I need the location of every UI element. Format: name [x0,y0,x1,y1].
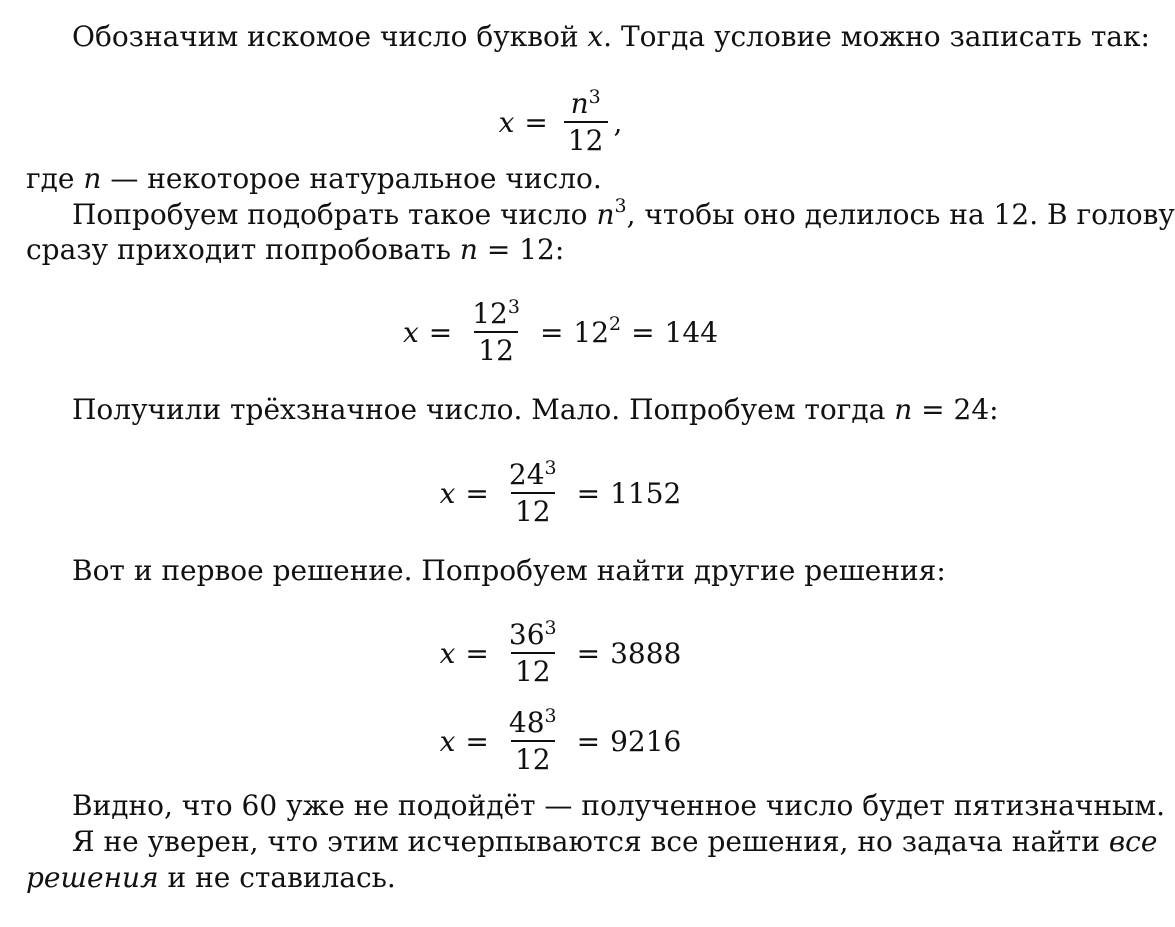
text-fragment [72,195,1175,231]
numerator-exponent: 3 [544,616,557,639]
numerator-base: 12 [472,296,508,330]
paragraph-try-line2 [26,233,565,266]
equals-sign: = [428,315,453,349]
text-fragment [72,825,1158,858]
text-fragment: Видно, что 60 уже не подойдёт — полученное число будет пятизначным. [72,789,1165,822]
paragraph-intro [72,20,1150,53]
equation-result: 3888 [610,636,682,670]
fraction-denominator: 12 [511,652,555,686]
equals-sign: = [465,476,489,510]
equals-sign: = [465,724,489,758]
paragraph-sixty [72,789,1165,822]
fraction [468,295,524,367]
paragraph-conclusion-line2 [26,861,396,894]
equation-tail: , [613,105,623,139]
fraction-denominator: 12 [474,331,518,365]
emphasis: решения [26,861,159,894]
equation-n36 [0,613,1121,693]
fraction [505,704,561,776]
math-variable: n [596,198,615,231]
text-fragment: . Тогда условие можно записать так: [603,20,1150,53]
equation-lhs: x [439,636,456,670]
fraction-numerator [505,704,561,740]
power-base: 12 [573,315,610,349]
numerator-base: 24 [508,457,545,491]
fraction [564,85,608,157]
fraction-denominator: 12 [511,740,555,774]
equation-lhs: x [498,105,515,139]
text-fragment: = 24: [912,393,999,426]
fraction-numerator [468,295,524,331]
equals-sign: = [465,636,489,670]
equals-sign: = [524,105,548,139]
numerator-exponent: 3 [507,295,520,318]
math-variable: n [894,393,913,426]
numerator-base: n [570,86,589,120]
fraction-numerator [505,456,561,492]
equation-lhs: x [402,315,419,349]
text-fragment: = 12: [477,233,565,266]
equals-sign: = [631,315,655,349]
text-fragment: где [26,162,84,195]
power-exponent: 2 [609,312,622,335]
paragraph-conclusion-line1 [72,825,1158,858]
equals-sign: = [576,476,601,510]
math-variable: n [459,233,478,266]
text-fragment: , чтобы оно делилось на 12. В голову [626,198,1175,231]
numerator-exponent: 3 [544,704,557,727]
numerator-exponent: 3 [544,456,557,479]
equals-sign: = [576,636,601,670]
exponent: 3 [614,195,627,217]
emphasis: все [1108,825,1158,858]
paragraph-first-solution [72,554,946,587]
text-fragment: — некоторое натуральное число. [101,162,602,195]
numerator-base: 48 [508,705,545,739]
equals-sign: = [539,315,564,349]
text-fragment: Я не уверен, что этим исчерпываются все решения, но задача найти [72,825,1109,858]
text-fragment: Получили трёхзначное число. Мало. Попробуем тогда [72,393,895,426]
text-fragment: Вот и первое решение. Попробуем найти другие решения: [72,554,946,587]
equation-lhs: x [439,724,456,758]
math-variable: n [83,162,102,195]
fraction-numerator [567,85,605,121]
equation-n12 [0,292,1121,372]
paragraph-three-digit [72,393,999,426]
equation-definition [0,82,1121,162]
equation-result: 9216 [610,724,682,758]
text-fragment: сразу приходит попробовать [26,233,460,266]
math-variable: x [587,20,604,53]
text-fragment: и не ставилась. [158,861,396,894]
equals-sign: = [576,724,601,758]
numerator-exponent: 3 [588,85,601,108]
equation-n48 [0,701,1121,781]
numerator-base: 36 [508,617,545,651]
fraction-denominator: 12 [511,492,555,526]
text-fragment: Попробуем подобрать такое число [72,198,597,231]
power-result [573,312,622,349]
paragraph-where [26,162,602,195]
fraction-numerator [505,616,561,652]
equation-result: 144 [664,315,719,349]
fraction [505,616,561,688]
text-fragment: Обозначим искомое число буквой [72,20,588,53]
fraction-denominator: 12 [564,121,608,155]
equation-n24 [0,453,1121,533]
paragraph-try-line1 [72,195,1175,231]
fraction [505,456,561,528]
equation-result: 1152 [610,476,682,510]
equation-lhs: x [439,476,456,510]
